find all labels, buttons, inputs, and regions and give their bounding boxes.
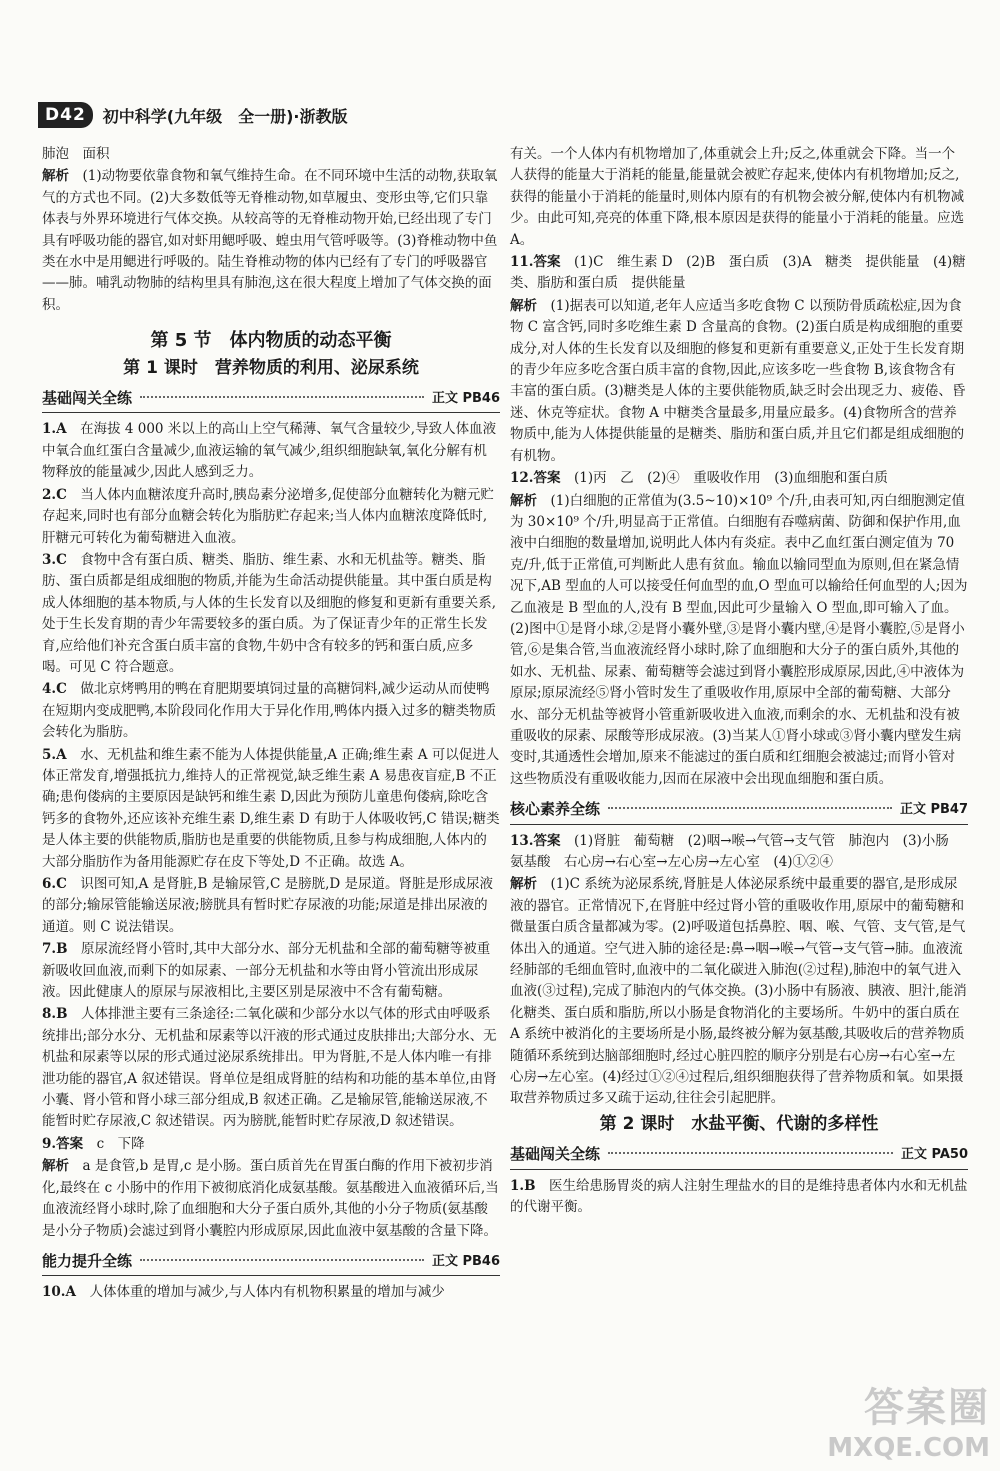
explanation-entry: 解析 a 是食管,b 是胃,c 是小肠。蛋白质首先在胃蛋白酶的作用下被初步消化,最终在 c 小肠中的作用下被彻底消化成氨基酸。氨基酸进入血液循环后,当血液流经肾小球时,除了血细胞和大分子蛋白质外,其他的小分子物质(氨基酸是小分子物质)会滤过到肾小囊腔内形成原尿,因此血液中氨基酸的含量下降。	[42, 1158, 499, 1239]
dotted-leader	[608, 1151, 893, 1154]
answer-entry: 2.C 当人体内血糖浓度升高时,胰岛素分泌增多,促使部分血糖转化为糖元贮存起来,同时也有部分血糖会转化为脂肪贮存起来;当人体内血糖浓度降低时,肝糖元可转化为葡萄糖进入血液。	[42, 486, 494, 546]
entry-label: 13.答案	[510, 832, 561, 849]
entry-label: 9.答案	[42, 1135, 84, 1152]
answer-entry: 1.A 在海拔 4 000 米以上的高山上空气稀薄、氧气含量较少,导致人体血液中氧合血红蛋白含量减少,血液运输的氧气减少,组织细胞缺氧,氧化分解有机物释放的能量减少,因此人感到乏力。	[42, 421, 497, 481]
entry-label: 7.B	[42, 941, 68, 958]
answer-entry: 10.A 人体体重的增加与减少,与人体内有机物积累量的增加与减少	[42, 1284, 445, 1301]
entry-label: 2.C	[42, 486, 67, 503]
dotted-leader	[608, 806, 892, 809]
answer-entry: 7.B 原尿流经肾小管时,其中大部分水、部分无机盐和全部的葡萄糖等被重新吸收回血液,而剩下的如尿素、一部分无机盐和水等由肾小管流出形成尿液。因此健康人的原尿与尿液相比,主要区别是尿液中不含有葡萄糖。	[42, 941, 491, 1001]
entry-label: 6.C	[42, 876, 67, 892]
answer-entry: 9.答案 c 下降	[42, 1135, 145, 1152]
watermark-line1: 答案圈	[864, 1385, 990, 1431]
entry-label: 3.C	[42, 551, 67, 568]
section-bar-ref: 正文 PB47	[899, 802, 968, 818]
entry-label: 10.A	[42, 1284, 76, 1301]
entry-label: 解析	[510, 492, 537, 509]
entry-label: 5.A	[42, 746, 67, 763]
section-bar-basic	[42, 385, 500, 413]
entry-label: 解析	[510, 297, 537, 314]
answer-entry: 11.答案 (1)C 维生素 D (2)B 蛋白质 (3)A 糖类 提供能量 (4)糖类、脂肪和蛋白质 提供能量	[510, 254, 966, 292]
section-title: 第 5 节 体内物质的动态平衡	[150, 330, 392, 352]
explanation-entry: 解析 (1)C 系统为泌尿系统,肾脏是人体泌尿系统中最重要的器官,是形成尿液的器官。正常情况下,在肾脏中经过肾小管的重吸收作用,原尿中的葡萄糖和微量蛋白质含量都减为零。(2)呼吸道包括鼻腔、咽、喉、气管、支气管,是气体出入的通道。空气进入肺的途径是:鼻→咽→喉→气管→支气管→肺。血液流经肺部的毛细血管时,血液中的二氧化碳进入肺泡(②过程),肺泡中的氧气进入血液(③过程),完成了肺泡内的气体交换。(3)小肠中有肠液、胰液、胆汁,能消化糖类、蛋白质和脂肪,所以小肠是食物消化的主要场所。牛奶中的蛋白质在 A 系统中被消化的主要场所是小肠,最终被分解为氨基酸,其吸收后的营养物质随循环系统到达脑部细胞时,经过心脏四腔的顺序分别是右心房→右心室→左心房→左心室。(4)经过①②④过程后,组织细胞获得了营养物质和氧。如果摄取营养物质过多又疏于运动,往往会引起肥胖。	[510, 876, 967, 1107]
section-bar-ability	[42, 1248, 500, 1276]
section-bar-ref: 正文 PB46	[431, 1253, 500, 1269]
answer-entry: 1.B 医生给患肠胃炎的病人注射生理盐水的目的是维持患者体内水和无机盐的代谢平衡。	[510, 1177, 968, 1216]
watermark-line2: MXQE.COM	[827, 1433, 990, 1463]
entry-label: 11.答案	[510, 254, 561, 271]
section-bar-basic-2	[510, 1141, 968, 1169]
dotted-leader	[140, 395, 424, 398]
book-title: 初中科学(九年级 全一册)·浙教版	[102, 106, 348, 126]
entry-label: 1.B	[510, 1177, 536, 1194]
explanation-entry: 解析 (1)动物要依靠食物和氧气维持生命。在不同环境中生活的动物,获取氧气的方式也不同。(2)大多数低等无脊椎动物,如草履虫、变形虫等,它们只靠体表与外界环境进行气体交换。从较高等的无脊椎动物开始,已经出现了专门具有呼吸功能的器官,如对虾用鳃呼吸、蝗虫用气管呼吸等。(3)脊椎动物中鱼类在水中是用鳃进行呼吸的。陆生脊椎动物的体内已经有了专门的呼吸器官——肺。哺乳动物肺的结构里具有肺泡,这在很大程度上增加了气体交换的面积。	[42, 168, 498, 313]
lesson-title: 第 1 课时 营养物质的利用、泌尿系统	[123, 357, 419, 378]
right-column	[510, 144, 968, 1220]
lesson-title: 第 2 课时 水盐平衡、代谢的多样性	[599, 1113, 879, 1134]
page-header	[38, 100, 348, 130]
entry-label: 4.C	[42, 681, 67, 698]
answer-entry: 12.答案 (1)丙 乙 (2)④ 重吸收作用 (3)血细胞和蛋白质	[510, 470, 888, 487]
entry-label: 12.答案	[510, 470, 561, 487]
page-number: D42	[38, 102, 93, 128]
entry-label: 1.A	[42, 421, 67, 438]
entry-label: 解析	[42, 168, 69, 185]
entry-label: 8.B	[42, 1006, 68, 1023]
answer-entry: 8.B 人体排泄主要有三条途径:二氧化碳和少部分水以气体的形式由呼吸系统排出;部分水分、无机盐和尿素等以汗液的形式通过皮肤排出;大部分水、无机盐和尿素等以尿的形式通过泌尿系统排出。甲为肾脏,不是人体内唯一有排泄功能的器官,A 叙述错误。肾单位是组成肾脏的结构和功能的基本单位,由肾小囊、肾小管和肾小球三部分组成,B 叙述正确。乙是输尿管,能输送尿液,不能暂时贮存尿液,C 叙述错误。丙为膀胱,能暂时贮存尿液,D 叙述错误。	[42, 1006, 497, 1130]
section-bar-label: 基础闯关全练	[42, 389, 133, 408]
entry-label: 解析	[42, 1158, 69, 1175]
section-bar-ref: 正文 PA50	[900, 1147, 968, 1163]
left-column	[42, 144, 500, 1305]
explanation-entry: 解析 (1)白细胞的正常值为(3.5~10)×10⁹ 个/升,由表可知,丙白细胞测定值为 30×10⁹ 个/升,明显高于正常值。白细胞有吞噬病菌、防御和保护作用,血液中白细胞的数量增加,说明此人体内有炎症。表中乙血红蛋白测定值为 70 克/升,低于正常值,可判断此人患有贫血。输血以输同型血为原则,但在紧急情况下,AB 型血的人可以接受任何血型的血,O 型血可以输给任何血型的人;因为乙血液是 B 型血的人,没有 B 型血,因此可少量输入 O 型血,即可输入了血。(2)图中①是肾小球,②是肾小囊外壁,③是肾小囊内壁,④是肾小囊腔,⑤是肾小管,⑥是集合管,当血液流经肾小球时,除了血细胞和大分子的蛋白质外,其他的如水、无机盐、尿素、葡萄糖等会滤过到肾小囊腔形成原尿,因此,④中液体为原尿;原尿流经⑤肾小管时发生了重吸收作用,原尿中全部的葡萄糖、大部分水、部分无机盐等被肾小管重新吸收进入血液,而剩余的水、无机盐和没有被重吸收的尿素、尿酸等形成尿液。(3)当某人①肾小球或③肾小囊内壁发生病变时,其通透性会增加,原来不能滤过的蛋白质和红细胞会被滤过;而肾小管对这些物质没有重吸收能力,因而在尿液中会出现血细胞和蛋白质。	[510, 492, 968, 787]
answer-entry: 5.A 水、无机盐和维生素不能为人体提供能量,A 正确;维生素 A 可以促进人体正常发育,增强抵抗力,维持人的正常视觉,缺乏维生素 A 易患夜盲症,B 不正确;患佝偻病的主要原因是缺钙和维生素 D,因此为预防儿童患佝偻病,除吃含钙多的食物外,还应该补充维生素 D,维生素 D 有助于人体吸收钙,C 错误;糖类是人体主要的供能物质,脂肪也是重要的供能物质,且参与构成细胞,人体内的大部分脂肪作为备用能源贮存在皮下等处,D 不正确。故选 A。	[42, 746, 500, 870]
section-bar-label: 能力提升全练	[42, 1251, 133, 1270]
section-bar-label: 核心素养全练	[510, 800, 601, 819]
answer-entry: 4.C 做北京烤鸭用的鸭在育肥期要填饲过量的高糖饲料,减少运动从而使鸭在短期内变成肥鸭,本阶段同化作用大于异化作用,鸭体内摄入过多的糖类物质会转化为脂肪。	[42, 681, 497, 741]
answer-entry: 3.C 食物中含有蛋白质、糖类、脂肪、维生素、水和无机盐等。糖类、脂肪、蛋白质都是组成细胞的物质,并能为生命活动提供能量。其中蛋白质是构成人体细胞的基本物质,与人体的生长发育以及细胞的修复和更新有重要关系,处于生长发育期的青少年需要较多的蛋白质。为了保证青少年的正常生长发育,应给他们补充含蛋白质丰富的食物,牛奶中含有较多的钙和蛋白质,应多喝。可见 C 符合题意。	[42, 551, 497, 675]
watermark	[827, 1376, 990, 1463]
dotted-leader	[140, 1258, 424, 1261]
section-bar-ref: 正文 PB46	[431, 391, 500, 407]
answer-entry: 13.答案 (1)肾脏 葡萄糖 (2)咽→喉→气管→支气管 肺泡内 (3)小肠 氨基酸 右心房→右心室→左心房→左心室 (4)①②④	[510, 832, 963, 870]
explanation-entry: 解析 (1)据表可以知道,老年人应适当多吃食物 C 以预防骨质疏松症,因为食物 C 富含钙,同时多吃维生素 D 含量高的食物。(2)蛋白质是构成细胞的重要成分,对人体的生长发育以及细胞的修复和更新有重要意义,正处于生长发育期的青少年应多吃含蛋白质丰富的食物,因此,应该多吃一些食物 B,该食物含有丰富的蛋白质。(3)糖类是人体的主要供能物质,缺乏时会出现乏力、疲倦、昏迷、休克等症状。食物 A 中糖类含量最多,用量应最多。(4)食物所含的营养物质中,能为人体提供能量的是糖类、脂肪和蛋白质,并且它们都是组成细胞的有机物。	[510, 297, 966, 464]
answer-entry: 肺泡 面积	[42, 146, 110, 162]
section-bar-core	[510, 796, 968, 824]
answer-entry: 6.C 识图可知,A 是肾脏,B 是输尿管,C 是膀胱,D 是尿道。肾脏是形成尿液的部分;输尿管能输送尿液;膀胱具有暂时贮存尿液的功能;尿道是排出尿液的通道。则 C 说法错误。	[42, 876, 493, 935]
explanation-entry: 有关。一个人体内有机物增加了,体重就会上升;反之,体重就会下降。当一个人获得的能量大于消耗的能量,能量就会被贮存起来,使体内有机物增加;反之,获得的能量小于消耗的能量时,则体内原有的有机物会被分解,使体内有机物减少。由此可知,亮亮的体重下降,根本原因是获得的能量小于消耗的能量。应选 A。	[510, 146, 965, 248]
entry-label: 解析	[510, 876, 537, 893]
section-bar-label: 基础闯关全练	[510, 1145, 601, 1164]
